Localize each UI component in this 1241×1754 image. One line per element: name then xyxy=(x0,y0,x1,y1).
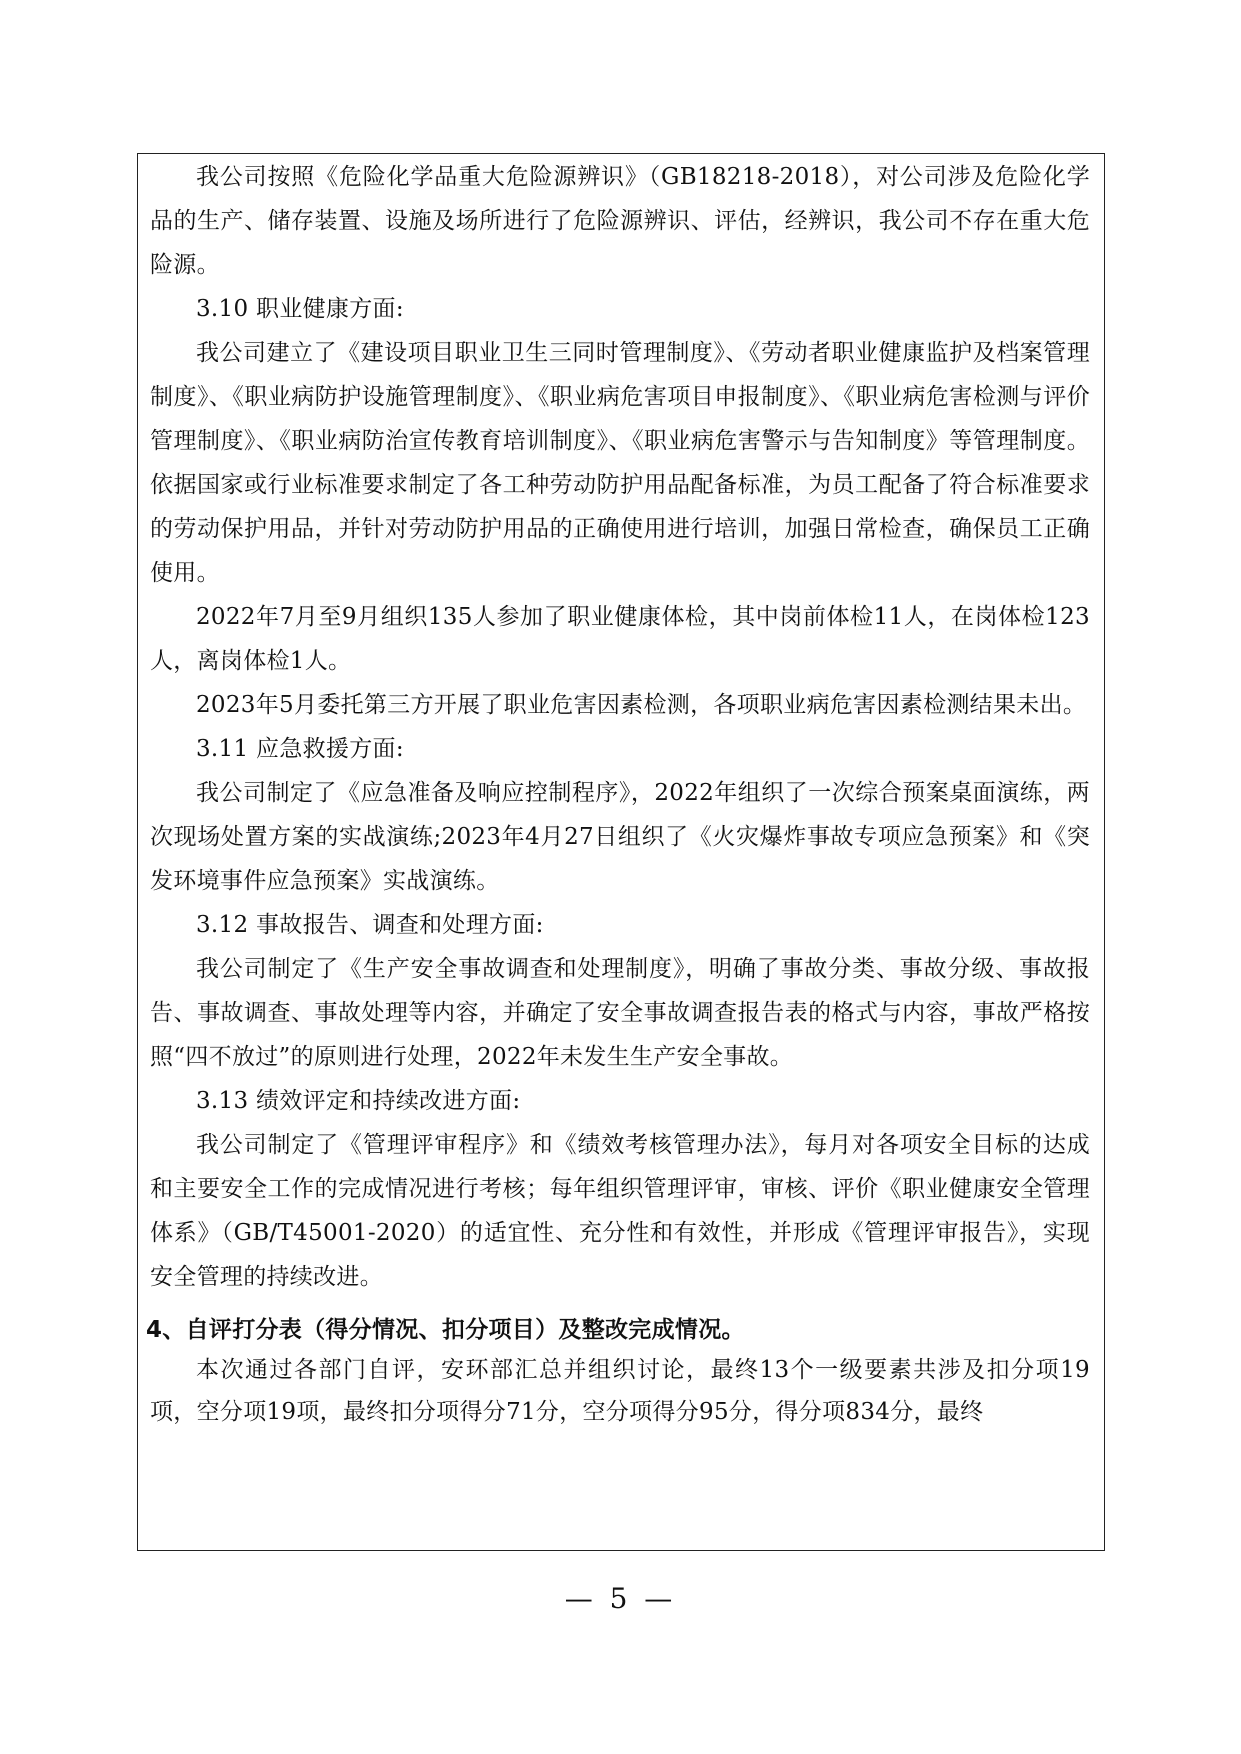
paragraph-health-checkup: 2022年7月至9月组织135人参加了职业健康体检，其中岗前体检11人，在岗体检123人，离岗体检1人。 xyxy=(150,604,1090,674)
paragraph-performance-review: 我公司制定了《管理评审程序》和《绩效考核管理办法》，每月对各项安全目标的达成和主要安全工作的完成情况进行考核；每年组织管理评审，审核、评价《职业健康安全管理体系》（GB/T45001-2020）的适宜性、充分性和有效性，并形成《管理评审报告》，实现安全管理的持续改进。 xyxy=(150,1132,1090,1290)
section-heading-3-10: 3.10 职业健康方面: xyxy=(196,296,404,322)
section-heading-3-12: 3.12 事故报告、调查和处理方面: xyxy=(196,912,544,938)
paragraph-self-assessment: 本次通过各部门自评，安环部汇总并组织讨论，最终13个一级要素共涉及扣分项19项，空分项19项，最终扣分项得分71分，空分项得分95分，得分项834分，最终 xyxy=(150,1357,1090,1425)
section-heading-3-11: 3.11 应急救援方面: xyxy=(196,736,404,762)
paragraph-emergency-drills: 我公司制定了《应急准备及响应控制程序》，2022年组织了一次综合预案桌面演练，两次现场处置方案的实战演练;2023年4月27日组织了《火灾爆炸事故专项应急预案》和《突发环境事件应急预案》实战演练。 xyxy=(150,780,1090,894)
paragraph-major-hazard: 我公司按照《危险化学品重大危险源辨识》（GB18218-2018），对公司涉及危险化学品的生产、储存装置、设施及场所进行了危险源辨识、评估，经辨识，我公司不存在重大危险源。 xyxy=(150,164,1090,278)
paragraph-occupational-health-systems: 我公司建立了《建设项目职业卫生三同时管理制度》、《劳动者职业健康监护及档案管理制度》、《职业病防护设施管理制度》、《职业病危害项目申报制度》、《职业病危害检测与评价管理制度》、《职业病防治宣传教育培训制度》、《职业病危害警示与告知制度》等管理制度。依据国家或行业标准要求制定了各工种劳动防护用品配备标准，为员工配备了符合标准要求的劳动保护用品，并针对劳动防护用品的正确使用进行培训，加强日常检查，确保员工正确使用。 xyxy=(150,340,1090,586)
document-frame xyxy=(137,153,1105,1551)
document-body xyxy=(146,155,1090,1433)
section-heading-3-13: 3.13 绩效评定和持续改进方面: xyxy=(196,1088,521,1114)
paragraph-accident-handling: 我公司制定了《生产安全事故调查和处理制度》，明确了事故分类、事故分级、事故报告、事故调查、事故处理等内容，并确定了安全事故调查报告表的格式与内容，事故严格按照“四不放过”的原则进行处理，2022年未发生生产安全事故。 xyxy=(150,956,1090,1070)
section-heading-4: 4、自评打分表（得分情况、扣分项目）及整改完成情况。 xyxy=(146,1317,745,1343)
page-number: — 5 — xyxy=(564,1582,677,1615)
paragraph-hazard-detection: 2023年5月委托第三方开展了职业危害因素检测，各项职业病危害因素检测结果未出。 xyxy=(196,692,1087,718)
